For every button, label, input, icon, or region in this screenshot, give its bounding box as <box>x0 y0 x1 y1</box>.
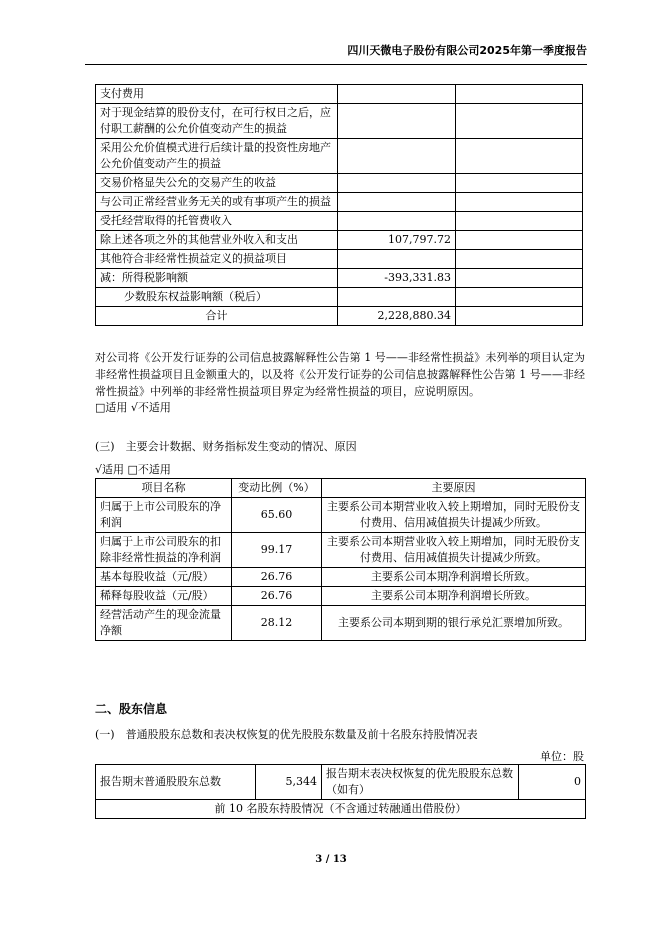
row-note <box>456 288 583 307</box>
row-amount <box>338 250 456 269</box>
row-item: 支付费用 <box>96 85 338 104</box>
row-amount: 2,228,880.34 <box>338 307 456 326</box>
row-item: 合计 <box>96 307 338 326</box>
change-ratio: 28.12 <box>232 606 322 641</box>
applicability-note-2: √适用 □不适用 <box>95 463 171 476</box>
row-item: 减：所得税影响额 <box>96 269 338 288</box>
row-note <box>456 174 583 193</box>
header-main-reason: 主要原因 <box>322 479 586 498</box>
change-reason: 主要系公司本期营业收入较上期增加，同时无股份支付费用、信用减值损失计提减少所致。 <box>322 498 586 533</box>
table-row <box>96 231 583 250</box>
preferred-shareholders-value: 0 <box>519 765 586 800</box>
row-item: 采用公允价值模式进行后续计量的投资性房地产公允价值变动产生的损益 <box>96 139 338 174</box>
row-item: 少数股东权益影响额（税后） <box>96 288 338 307</box>
table-row <box>96 250 583 269</box>
change-ratio: 99.17 <box>232 533 322 568</box>
changes-table-header <box>96 479 586 498</box>
table-row <box>96 139 583 174</box>
table-row <box>96 587 586 606</box>
change-reason: 主要系公司本期净利润增长所致。 <box>322 568 586 587</box>
table-row <box>96 104 583 139</box>
row-amount <box>338 104 456 139</box>
table-row <box>96 269 583 288</box>
row-note <box>456 269 583 288</box>
shareholder-table <box>95 764 586 819</box>
row-item: 其他符合非经常性损益定义的损益项目 <box>96 250 338 269</box>
table-row <box>96 193 583 212</box>
row-amount <box>338 288 456 307</box>
changes-table <box>95 478 586 641</box>
row-item: 交易价格显失公允的交易产生的收益 <box>96 174 338 193</box>
row-item: 除上述各项之外的其他营业外收入和支出 <box>96 231 338 250</box>
row-note <box>456 212 583 231</box>
change-item-name: 基本每股收益（元/股） <box>96 568 232 587</box>
row-note <box>456 104 583 139</box>
row-item: 受托经营取得的托管费收入 <box>96 212 338 231</box>
table-row <box>96 174 583 193</box>
preferred-shareholders-label: 报告期末表决权恢复的优先股股东总数（如有） <box>322 765 519 800</box>
page-header: 四川天微电子股份有限公司2025年第一季度报告 <box>85 42 587 65</box>
change-reason: 主要系公司本期营业收入较上期增加，同时无股份支付费用、信用减值损失计提减少所致。 <box>322 533 586 568</box>
row-note <box>456 193 583 212</box>
change-item-name: 经营活动产生的现金流量净额 <box>96 606 232 641</box>
table-row <box>96 765 586 800</box>
row-note <box>456 250 583 269</box>
row-note <box>456 307 583 326</box>
row-note <box>456 139 583 174</box>
row-amount <box>338 174 456 193</box>
common-shareholders-label: 报告期末普通股股东总数 <box>96 765 256 800</box>
table-row <box>96 568 586 587</box>
applicability-note-1: □适用 √不适用 <box>95 401 171 414</box>
nonrecurring-gains-table <box>95 84 583 326</box>
subsection1-title: (一) 普通股股东总数和表决权恢复的优先股股东数量及前十名股东持股情况表 <box>95 728 478 741</box>
section2-title: 二、股东信息 <box>95 702 168 716</box>
common-shareholders-value: 5,344 <box>256 765 322 800</box>
row-amount <box>338 85 456 104</box>
table-row <box>96 288 583 307</box>
table-row <box>96 800 586 819</box>
row-note <box>456 231 583 250</box>
page-number: 3 / 13 <box>315 854 347 865</box>
row-item: 对于现金结算的股份支付，在可行权日之后，应付职工薪酬的公允价值变动产生的损益 <box>96 104 338 139</box>
row-amount <box>338 212 456 231</box>
header-change-ratio: 变动比例（%） <box>232 479 322 498</box>
unit-label: 单位：股 <box>540 750 584 763</box>
section3-title: (三) 主要会计数据、财务指标发生变动的情况、原因 <box>95 440 357 453</box>
table-row <box>96 533 586 568</box>
row-amount: -393,331.83 <box>338 269 456 288</box>
change-item-name: 归属于上市公司股东的净利润 <box>96 498 232 533</box>
top10-shareholders-label: 前 10 名股东持股情况（不含通过转融通出借股份） <box>96 800 586 819</box>
change-ratio: 26.76 <box>232 568 322 587</box>
row-amount <box>338 139 456 174</box>
row-note <box>456 85 583 104</box>
change-ratio: 65.60 <box>232 498 322 533</box>
header-item-name: 项目名称 <box>96 479 232 498</box>
explain-paragraph: 对公司将《公开发行证券的公司信息披露解释性公告第 1 号——非经常性损益》未列举的项目认定为非经常性损益项目且金额重大的，以及将《公开发行证券的公司信息披露解释性公告第 1 号——非经常性损益》中列举的非经常性损益项目界定为经常性损益的项目，应说明原因。 <box>95 351 585 398</box>
table-row <box>96 85 583 104</box>
row-amount <box>338 193 456 212</box>
change-reason: 主要系公司本期到期的银行承兑汇票增加所致。 <box>322 606 586 641</box>
table-row <box>96 212 583 231</box>
change-reason: 主要系公司本期净利润增长所致。 <box>322 587 586 606</box>
change-ratio: 26.76 <box>232 587 322 606</box>
change-item-name: 归属于上市公司股东的扣除非经常性损益的净利润 <box>96 533 232 568</box>
row-item: 与公司正常经营业务无关的或有事项产生的损益 <box>96 193 338 212</box>
row-amount: 107,797.72 <box>338 231 456 250</box>
table-row <box>96 307 583 326</box>
change-item-name: 稀释每股收益（元/股） <box>96 587 232 606</box>
table-row <box>96 498 586 533</box>
table-row <box>96 606 586 641</box>
